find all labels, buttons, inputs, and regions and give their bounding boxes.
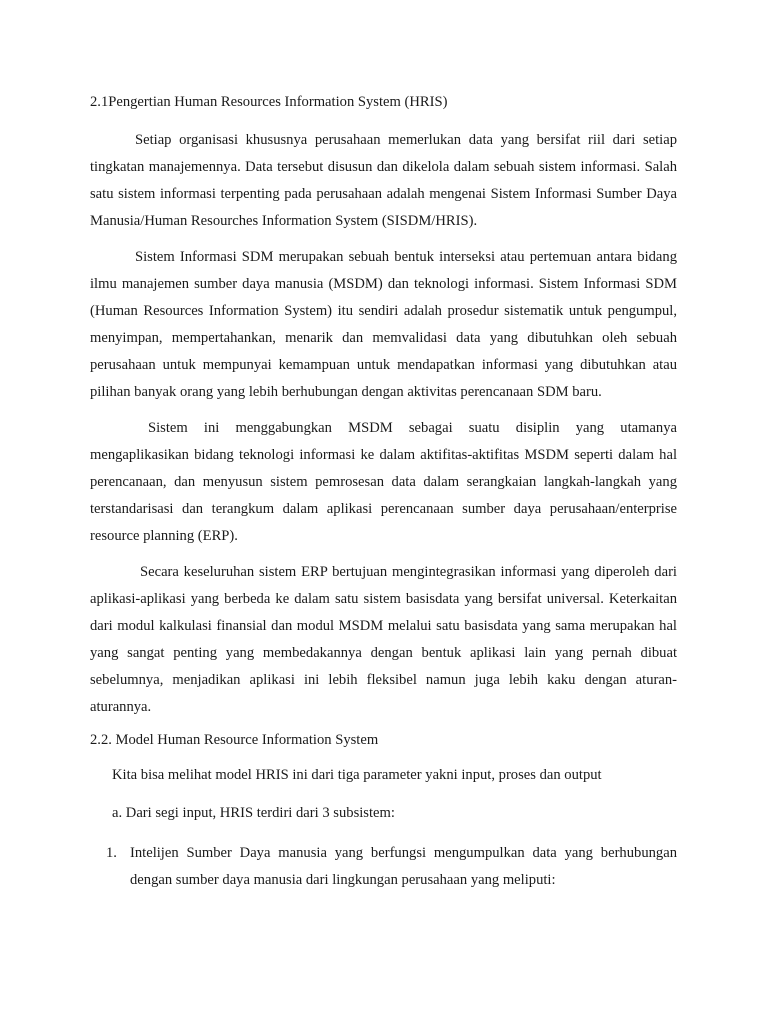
list-number: 1. [106, 845, 117, 861]
intro-paragraph: Kita bisa melihat model HRIS ini dari tiga parameter yakni input, proses dan output [112, 767, 602, 783]
paragraph-4: Secara keseluruhan sistem ERP bertujuan mengintegrasikan informasi yang diperoleh dari aplikasi-aplikasi yang berbeda ke dalam satu sistem basisdata yang bersifat universal. Keterkaitan dari modul kalkulasi finansial dan modul MSDM melalui satu basisdata yang sama merupakan hal yang sangat penting yang membedakannya dengan bentuk aplikasi lain yang pernah dibuat sebelumnya, menjadikan aplikasi ini lebih fleksibel namun juga lebih kaku dengan aturan-aturannya. [90, 564, 677, 715]
list-item [90, 840, 677, 894]
section-heading-2-2: 2.2. Model Human Resource Information System [90, 732, 379, 748]
paragraph-1: Setiap organisasi khususnya perusahaan memerlukan data yang bersifat riil dari setiap tingkatan manajemennya. Data tersebut disusun dan dikelola dalam sebuah sistem informasi. Salah satu sistem informasi terpenting pada perusahaan adalah mengenai Sistem Informasi Sumber Daya Manusia/Human Resourches Information System (SISDM/HRIS). [90, 132, 677, 229]
section-heading-2-1: 2.1Pengertian Human Resources Information System (HRIS) [90, 94, 448, 110]
paragraph-3: Sistem ini menggabungkan MSDM sebagai suatu disiplin yang utamanya mengaplikasikan bidang teknologi informasi ke dalam aktifitas-aktifitas MSDM seperti dalam hal perencanaan, dan menyusun sistem pemrosesan data dalam serangkaian langkah-langkah yang terstandarisasi dan terangkum dalam aplikasi perencanaan sumber daya perusahaan/enterprise resource planning (ERP). [90, 420, 677, 544]
paragraph-2: Sistem Informasi SDM merupakan sebuah bentuk interseksi atau pertemuan antara bidang ilmu manajemen sumber daya manusia (MSDM) dan teknologi informasi. Sistem Informasi SDM (Human Resources Information System) itu sendiri adalah prosedur sistematik untuk pengumpul, menyimpan, mempertahankan, menarik dan memvalidasi data yang dibutuhkan oleh sebuah perusahaan untuk mempunyai kemampuan untuk mendapatkan informasi yang dibutuhkan atau pilihan banyak orang yang lebih berhubungan dengan aktivitas perencanaan SDM baru. [90, 249, 677, 400]
numbered-list [90, 840, 677, 894]
subsection-a: a. Dari segi input, HRIS terdiri dari 3 subsistem: [112, 805, 395, 821]
document-page [90, 92, 677, 894]
list-item-text: Intelijen Sumber Daya manusia yang berfungsi mengumpulkan data yang berhubungan dengan sumber daya manusia dari lingkungan perusahaan yang meliputi: [130, 845, 677, 888]
